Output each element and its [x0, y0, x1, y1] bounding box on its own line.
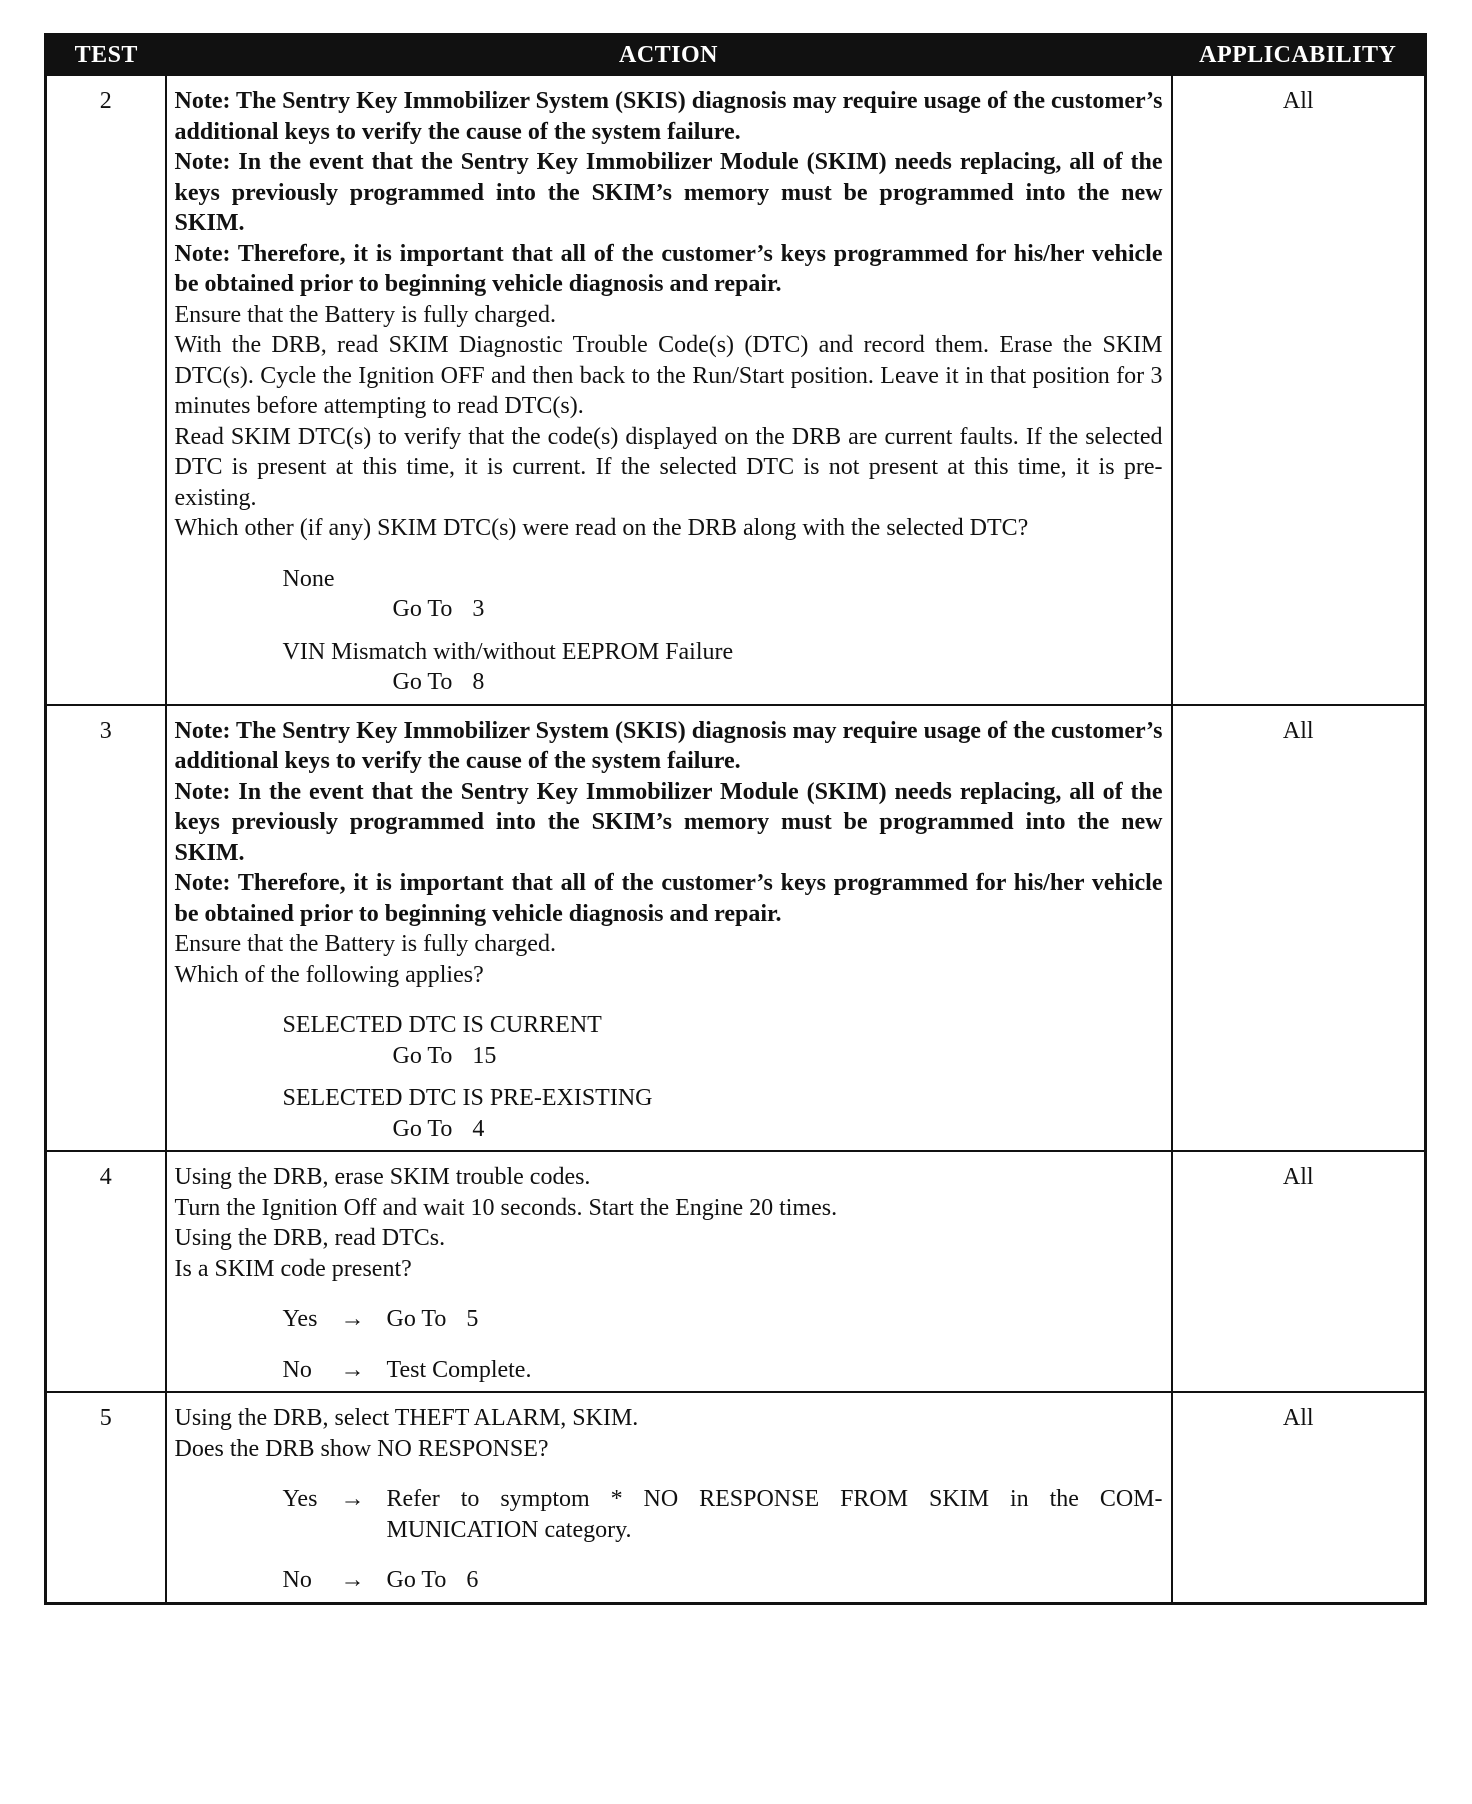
note-text: Note: Therefore, it is important that all of the customer’s keys programmed for his/her vehicle be obtained prior to beginning vehicle diagnosis and repair. [174, 870, 1163, 927]
goto-instruction [283, 1041, 1163, 1072]
instruction-text: Ensure that the Battery is fully charged. [174, 301, 556, 328]
answer-no [175, 1355, 1163, 1386]
header-test: TEST [46, 35, 166, 76]
option-dtc-pre-existing [175, 1083, 1163, 1144]
result-text: Go To [386, 1306, 447, 1332]
header-action: ACTION [166, 35, 1172, 76]
option-none [175, 564, 1163, 625]
action-cell [166, 75, 1172, 705]
option-label: SELECTED DTC IS CURRENT [282, 1012, 602, 1038]
result-text: Test Complete. [386, 1356, 532, 1383]
note-text: Note: The Sentry Key Immobilizer System (SKIS) diagnosis may require usage of the customer’s additional keys to verify the cause of the system failure. [174, 88, 1163, 145]
action-cell [166, 1392, 1172, 1603]
test-number: 3 [46, 705, 166, 1152]
action-cell [166, 1151, 1172, 1392]
applicability-value: All [1172, 75, 1426, 705]
answer-yes [175, 1484, 1163, 1545]
goto-number: 5 [466, 1306, 479, 1332]
option-label: SELECTED DTC IS PRE-EXISTING [282, 1085, 653, 1111]
answer-result [387, 1355, 1163, 1386]
note-text: Note: In the event that the Sentry Key Immobilizer Module (SKIM) needs replacing, all of the keys previously programmed into the SKIM’s memory must be programmed into the new SKIM. [174, 149, 1163, 236]
goto-instruction [283, 594, 1163, 625]
goto-label: Go To [392, 1042, 453, 1069]
option-dtc-current [175, 1010, 1163, 1071]
goto-label: Go To [392, 669, 453, 695]
goto-number: 3 [472, 596, 485, 622]
test-number: 5 [46, 1392, 166, 1603]
header-applicability: APPLICABILITY [1172, 35, 1426, 76]
diagnostic-test-table [44, 33, 1427, 1605]
answer-label: No [282, 1356, 312, 1383]
question-text: Which of the following applies? [174, 961, 484, 988]
instruction-text: Turn the Ignition Off and wait 10 seconds. Start the Engine 20 times. [174, 1194, 838, 1221]
table-header-row [46, 35, 1426, 76]
note-text: Note: In the event that the Sentry Key Immobilizer Module (SKIM) needs replacing, all of the keys previously programmed into the SKIM’s memory must be programmed into the new SKIM. [174, 778, 1163, 866]
question-text: Does the DRB show NO RESPONSE? [174, 1435, 549, 1462]
result-text: Go To [386, 1567, 447, 1593]
goto-number: 4 [472, 1115, 485, 1142]
table-row [46, 75, 1426, 705]
note-text: Note: Therefore, it is important that all of the customer’s keys programmed for his/her vehicle be obtained prior to beginning vehicle diagnosis and repair. [174, 240, 1163, 297]
question-text: Which other (if any) SKIM DTC(s) were read on the DRB along with the selected DTC? [174, 515, 1029, 541]
answer-result [387, 1484, 1163, 1545]
arrow-icon: → [340, 1567, 365, 1593]
test-number: 2 [46, 75, 166, 705]
option-vin-mismatch [175, 637, 1163, 698]
answer-label: No [282, 1567, 312, 1593]
arrow-icon: → [340, 1306, 365, 1332]
table-row [46, 1151, 1426, 1392]
instruction-text: With the DRB, read SKIM Diagnostic Trouble Code(s) (DTC) and record them. Erase the SKIM DTC(s). Cycle the Ignition OFF and then back to the Run/Start position. Leave it in that position for 3 minutes before attempting to read DTC(s). [174, 332, 1163, 419]
applicability-value: All [1172, 1151, 1426, 1392]
goto-instruction [283, 667, 1163, 698]
note-text: Note: The Sentry Key Immobilizer System (SKIS) diagnosis may require usage of the customer’s additional keys to verify the cause of the system failure. [174, 717, 1163, 774]
answer-result [387, 1304, 1163, 1335]
goto-instruction [283, 1114, 1163, 1145]
option-label: VIN Mismatch with/without EEPROM Failure [282, 638, 734, 665]
instruction-text: Ensure that the Battery is fully charged. [174, 931, 556, 957]
answer-label: Yes [282, 1306, 318, 1332]
result-text: Refer to symptom * NO RESPONSE FROM SKIM in the COM-MUNICATION category. [386, 1486, 1163, 1543]
goto-label: Go To [392, 596, 453, 622]
goto-label: Go To [392, 1115, 453, 1142]
table-row [46, 1392, 1426, 1603]
goto-number: 8 [472, 669, 485, 695]
test-number: 4 [46, 1151, 166, 1392]
instruction-text: Read SKIM DTC(s) to verify that the code(s) displayed on the DRB are current faults. If the selected DTC is present at this time, it is current. If the selected DTC is not present at this time, it is pre-existing. [174, 423, 1163, 511]
option-label: None [282, 565, 335, 592]
instruction-text: Using the DRB, read DTCs. [174, 1225, 446, 1251]
answer-yes [175, 1304, 1163, 1335]
action-cell [166, 705, 1172, 1152]
instruction-text: Using the DRB, select THEFT ALARM, SKIM. [174, 1405, 639, 1431]
arrow-icon: → [340, 1486, 365, 1512]
goto-number: 15 [472, 1042, 497, 1069]
goto-number: 6 [466, 1567, 479, 1593]
answer-result [387, 1565, 1163, 1596]
applicability-value: All [1172, 1392, 1426, 1603]
applicability-value: All [1172, 705, 1426, 1152]
answer-label: Yes [282, 1486, 318, 1512]
answer-no [175, 1565, 1163, 1596]
arrow-icon: → [340, 1356, 365, 1383]
instruction-text: Using the DRB, erase SKIM trouble codes. [174, 1164, 591, 1190]
table-row [46, 705, 1426, 1152]
question-text: Is a SKIM code present? [174, 1255, 412, 1282]
